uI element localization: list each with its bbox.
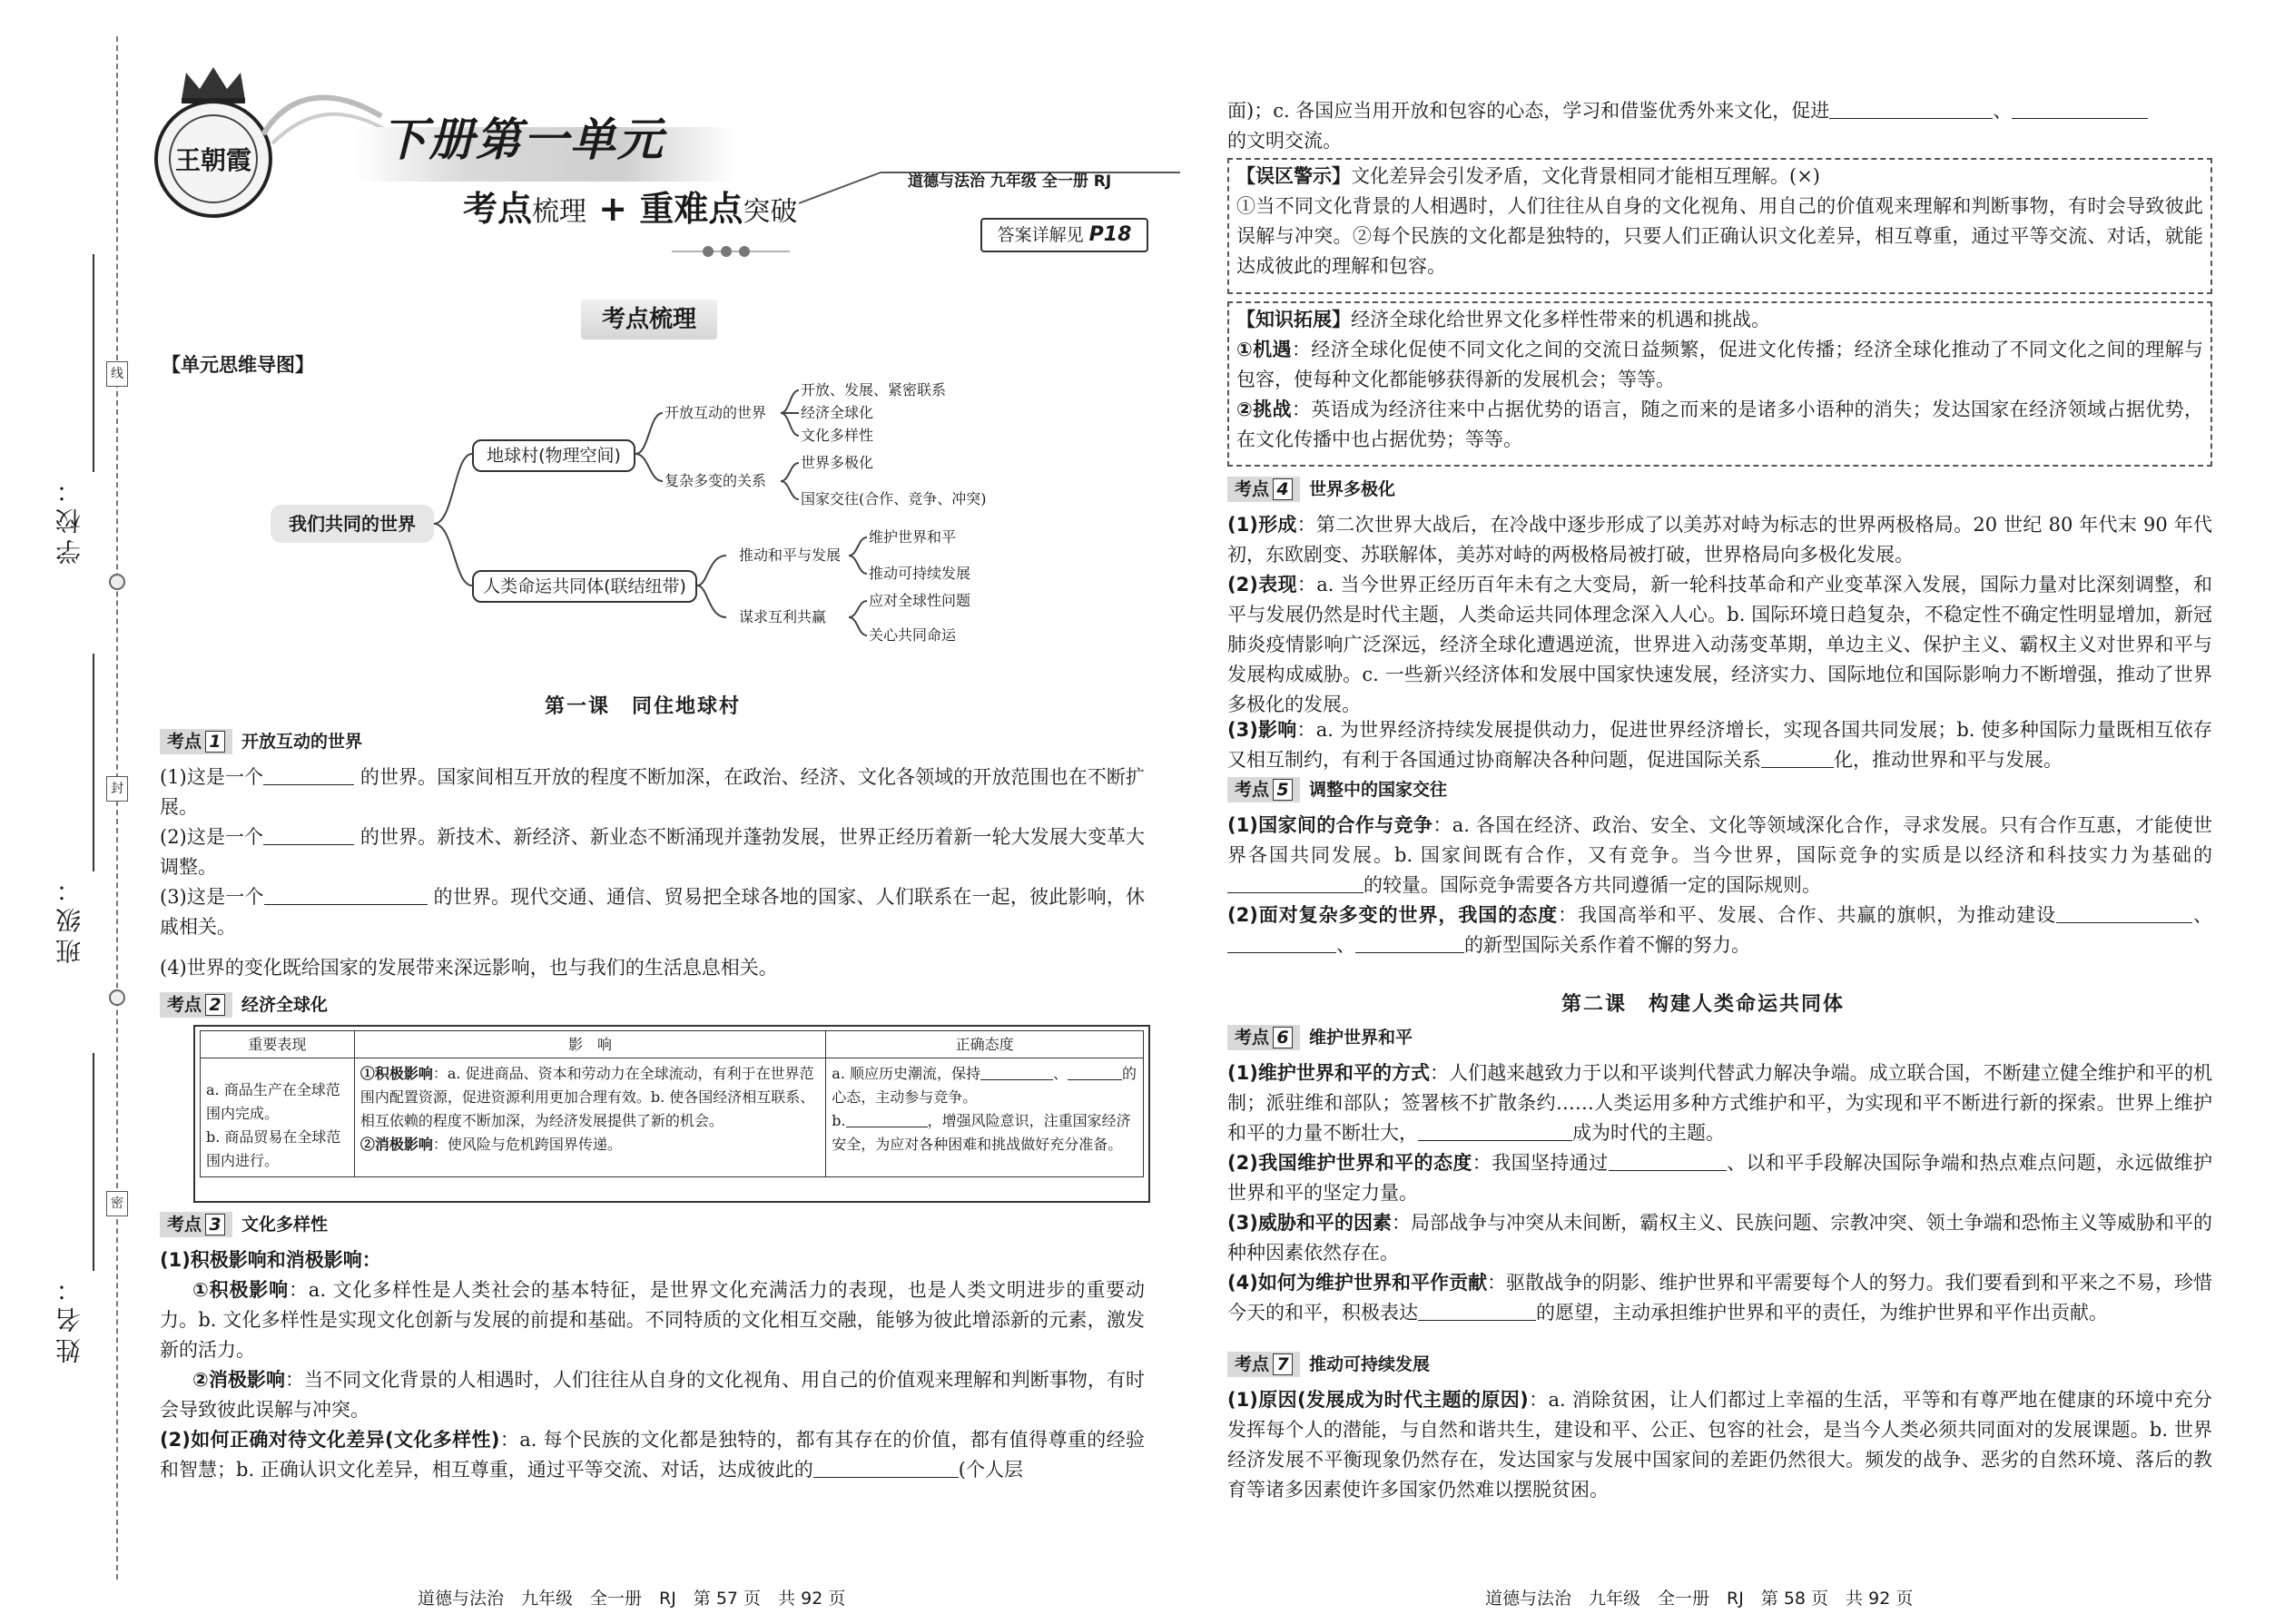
globalization-table xyxy=(200,1030,1144,1177)
kp5-cooperation: (1)国家间的合作与竞争：a. 各国在经济、政治、安全、文化等领域深化合作，寻求发展。只有合作互惠，才能使世界各国共同发展。b. 国家间既有合作，又有竞争。当今世界，国际竞争的实质是以经济和科技实力为基础的的较量。国际竞争需要各方共同遵循一定的国际规则。 xyxy=(1227,814,2212,896)
mind-map-leaf: 推动可持续发展 xyxy=(869,565,971,582)
table-header: 影 响 xyxy=(354,1031,825,1058)
kp3-negative: ②消极影响：当不同文化背景的人相遇时，人们往往从自身的文化视角、用自己的价值观来理解和判断事物，有时会导致彼此误解与冲突。 xyxy=(160,1369,1146,1421)
knowledge-point-6-header: 考点 6 维护世界和平 xyxy=(1227,1024,1413,1051)
answer-reference[interactable]: 答案详解见 P18 xyxy=(980,218,1148,252)
mind-map-branch-earth-village: 地球村(物理空间) xyxy=(472,439,635,472)
knowledge-point-3-title: 文化多样性 xyxy=(241,1214,329,1235)
name-input-line[interactable] xyxy=(93,1053,94,1271)
fill-blank[interactable] xyxy=(264,883,428,905)
table-header: 重要表现 xyxy=(201,1031,355,1058)
knowledge-point-5-header: 考点 5 调整中的国家交往 xyxy=(1227,776,1447,803)
kp3-heading-2: (2)如何正确对待文化差异(文化多样性)：a. 每个民族的文化都是独特的，都有其存在的价值，都有值得尊重的经验和智慧；b. 正确认识文化差异，相互尊重，通过平等交流、对话，达成彼此的 (个人层 xyxy=(160,1429,1145,1481)
fill-blank[interactable] xyxy=(1418,1119,1572,1141)
kp4-impact: (3)影响：a. 为世界经济持续发展提供动力，促进世界经济增长，实现各国共同发展；b. 使多种国际力量既相互依存又相互制约，有利于各国通过协商解决各种问题，促进国际关系 化，推动世界和平与发展。 xyxy=(1227,719,2212,771)
binding-mark-mi: 密 xyxy=(106,1191,128,1216)
extension-challenge: ②挑战：英语成为经济往来中占据优势的语言，随之而来的是诸多小语种的消失；发达国家在经济领域占据优势，在文化传播中也占据优势；等等。 xyxy=(1236,399,2204,450)
binding-mark-feng: 封 xyxy=(106,776,128,802)
table-cell: ①积极影响：a. 促进商品、资本和劳动力在全球流动，有利于在世界范围内配置资源，促进资源利用更加合理有效。b. 使各国经济相互联系、相互依赖的程度不断加深，为经济发展提供了新的机会。 ②消极影响：使风险与危机跨国界传递。 xyxy=(354,1058,825,1177)
school-label: 学校： xyxy=(54,472,84,565)
mind-map-leaf: 国家交往(合作、竞争、冲突) xyxy=(801,490,987,507)
fill-blank[interactable] xyxy=(1227,871,1364,893)
mind-map-leaf: 世界多极化 xyxy=(801,454,874,471)
fill-blank[interactable] xyxy=(813,1456,959,1478)
extension-title: 【知识拓展】经济全球化给世界文化多样性带来的机遇和挑战。 xyxy=(1236,309,1770,330)
knowledge-point-6-title: 维护世界和平 xyxy=(1309,1027,1413,1048)
knowledge-point-1-title: 开放互动的世界 xyxy=(241,731,363,752)
mind-map-node: 谋求互利共赢 xyxy=(739,608,827,625)
unit-title: 下册第一单元 xyxy=(381,113,665,166)
kp6-china-attitude: (2)我国维护世界和平的态度：我国坚持通过 、以和平手段解决国际争端和热点难点问题，永远做维护世界和平的坚定力量。 xyxy=(1227,1148,2212,1208)
class-label: 班级： xyxy=(54,871,84,964)
extension-opportunity: ①机遇：经济全球化促使不同文化之间的交流日益频繁，促进文化传播；经济全球化推动了不同文化之间的理解与包容，使每种文化都能够获得新的发展机会；等等。 xyxy=(1236,339,2204,390)
knowledge-point-4-header: 考点 4 世界多极化 xyxy=(1227,476,1395,503)
fill-blank[interactable] xyxy=(2012,97,2148,119)
fill-blank[interactable] xyxy=(1761,746,1834,768)
knowledge-point-1-header: 考点 1 开放互动的世界 xyxy=(160,728,362,755)
mind-map-label: 【单元思维导图】 xyxy=(162,354,314,376)
kp1-item-1: (1)这是一个 的世界。国家间相互开放的程度不断加深，在政治、经济、文化各领域的开放范围也在不断扩展。 xyxy=(160,763,1145,822)
knowledge-point-7-title: 推动可持续发展 xyxy=(1309,1353,1431,1374)
binding-hole-icon xyxy=(109,989,125,1006)
misconception-body: ①当不同文化背景的人相遇时，人们往往从自身的文化视角、用自己的价值观来理解和判断事物，有时会导致彼此误解与冲突。②每个民族的文化都是独特的，只要人们正确认识文化差异，相互尊重，通过平等交流、对话，就能达成彼此的理解和包容。 xyxy=(1236,195,2203,277)
fill-blank[interactable] xyxy=(263,763,354,785)
kp3-heading-1: (1)积极影响和消极影响： xyxy=(160,1249,381,1271)
kp1-item-2: (2)这是一个 的世界。新技术、新经济、新业态不断涌现并蓬勃发展，世界正经历着新一轮大发展大变革大调整。 xyxy=(160,822,1145,882)
page-footer-right: 道德与法治 九年级 全一册 RJ 第 58 页 共 92 页 xyxy=(1485,1589,1914,1609)
fill-blank[interactable] xyxy=(1829,97,1993,119)
knowledge-point-2-title: 经济全球化 xyxy=(241,994,329,1015)
kp1-item-4: (4)世界的变化既给国家的发展带来深远影响，也与我们的生活息息相关。 xyxy=(160,957,778,979)
mind-map-leaf: 关心共同命运 xyxy=(869,626,957,644)
kp4-formation: (1)形成：第二次世界大战后，在冷战中逐步形成了以美苏对峙为标志的世界两极格局。20 世纪 80 年代末 90 年代初，东欧剧变、苏联解体，美苏对峙的两极格局被打破，世界格局向多极化发展。 xyxy=(1227,514,2212,566)
kp6-threats: (3)威胁和平的因素：局部战争与冲突从未间断，霸权主义、民族问题、宗教冲突、领土争端和恐怖主义等威胁和平的种种因素依然存在。 xyxy=(1227,1212,2212,1264)
series-label: 道德与法治 九年级 全一册 RJ xyxy=(908,172,1112,191)
kp3-positive: ①积极影响：a. 文化多样性是人类社会的基本特征，是世界文化充满活力的表现，也是人类文明进步的重要动力。b. 文化多样性是实现文化创新与发展的前提和基础。不同特质的文化相互交融，能够为彼此增添新的元素，激发新的活力。 xyxy=(160,1279,1145,1361)
mind-map-leaf: 开放、发展、紧密联系 xyxy=(801,381,947,399)
fill-blank[interactable] xyxy=(1418,1299,1536,1321)
fill-blank[interactable] xyxy=(1227,931,1336,953)
fill-blank[interactable] xyxy=(2056,901,2192,923)
knowledge-point-2-header: 考点 2 经济全球化 xyxy=(160,991,328,1019)
name-label: 姓名： xyxy=(54,1271,84,1363)
kp3-continuation: 面)；c. 各国应当用开放和包容的心态，学习和借鉴优秀外来文化，促进 、 的文明交流。 xyxy=(1227,96,2212,156)
mind-map-leaf: 维护世界和平 xyxy=(869,528,957,546)
binding-mark-xian: 线 xyxy=(106,361,128,387)
kp5-attitude: (2)面对复杂多变的世界，我国的态度：我国高举和平、发展、合作、共赢的旗帜，为推动建设 、、 的新型国际关系作着不懈的努力。 xyxy=(1227,901,2212,960)
kp1-item-3: (3)这是一个 的世界。现代交通、通信、贸易把全球各地的国家、人们联系在一起，彼此影响，休戚相关。 xyxy=(160,882,1145,942)
mind-map-node: 复杂多变的关系 xyxy=(665,472,767,489)
lesson-2-title: 第二课 构建人类命运共同体 xyxy=(1561,993,1846,1016)
knowledge-point-5-title: 调整中的国家交往 xyxy=(1309,779,1448,800)
knowledge-point-7-header: 考点 7 推动可持续发展 xyxy=(1227,1351,1430,1378)
mind-map-node: 推动和平与发展 xyxy=(739,546,842,564)
kp6-contribution: (4)如何为维护世界和平作贡献：驱散战争的阴影、维护世界和平需要每个人的努力。我们要看到和平来之不易，珍惜今天的和平，积极表达 的愿望，主动承担维护世界和平的责任，为维护世界和平作出贡献。 xyxy=(1227,1272,2213,1324)
section-title: 考点梳理 xyxy=(581,300,717,340)
page-subtitle: 考点梳理 + 重难点突破 xyxy=(463,189,798,229)
kp6-methods: (1)维护世界和平的方式：人们越来越致力于以和平谈判代替武力解决争端。成立联合国，不断建立健全维护和平的机制；派驻维和部队；签署核不扩散条约……人类运用多种方式维护和平，为实现和平不断进行新的探索。世界上维护和平的力量不断壮大， 成为时代的主题。 xyxy=(1227,1062,2212,1144)
misconception-title: 【误区警示】文化差异会引发矛盾，文化背景相同才能相互理解。(×) xyxy=(1236,165,1820,187)
fill-blank[interactable] xyxy=(846,1111,928,1127)
mind-map-branch-community: 人类命运共同体(联结纽带) xyxy=(472,570,697,603)
table-cell: a. 顺应历史潮流，保持 、 的心态，主动参与竞争。 b. ，增强风险意识，注重国家经济安全，为应对各种困难和挑战做好充分准备。 xyxy=(826,1058,1144,1177)
fill-blank[interactable] xyxy=(1355,931,1464,953)
fill-blank[interactable] xyxy=(263,823,354,845)
mind-map-node: 开放互动的世界 xyxy=(665,404,767,421)
fill-blank[interactable] xyxy=(1068,1064,1122,1080)
mind-map-leaf: 应对全球性问题 xyxy=(869,592,971,609)
knowledge-point-3-header: 考点 3 文化多样性 xyxy=(160,1211,328,1238)
table-header: 正确态度 xyxy=(826,1031,1144,1058)
table-cell: a. 商品生产在全球范围内完成。 b. 商品贸易在全球范围内进行。 xyxy=(201,1058,355,1177)
kp7-reasons: (1)原因(发展成为时代主题的原因)：a. 消除贫困，让人们都过上幸福的生活，平等和有尊严地在健康的环境中充分发挥每个人的潜能，与自然和谐共生，建设和平、公正、包容的社会，是当今人类必须共同面对的发展课题。b. 世界经济发展不平衡现象仍然存在，发达国家与发展中国家间的差距仍然很大。频发的战争、恶劣的自然环境、落后的教育等诸多因素使许多国家仍然难以摆脱贫困。 xyxy=(1227,1389,2212,1501)
mind-map-leaf: 文化多样性 xyxy=(801,427,874,444)
mind-map-leaf: 经济全球化 xyxy=(801,404,874,421)
fill-blank[interactable] xyxy=(980,1064,1053,1080)
brand-logo-text: 王朝霞 xyxy=(169,114,258,203)
lesson-1-title: 第一课 同住地球村 xyxy=(545,695,742,718)
kp4-manifestation: (2)表现：a. 当今世界正经历百年未有之大变局，新一轮科技革命和产业变革深入发展，国际力量对比深刻调整，和平与发展仍然是时代主题，人类命运共同体理念深入人心。b. 国际环境日趋复杂，不稳定性不确定性明显增加，新冠肺炎疫情影响广泛深远，经济全球化遭遇逆流，世界进入动荡变革期，单边主义、保护主义、霸权主义对世界和平与发展构成威胁。c. 一些新兴经济体和发展中国家快速发展，经济实力、国际地位和国际影响力不断增强，推动了世界多极化的发展。 xyxy=(1227,574,2212,715)
page-footer-left: 道德与法治 九年级 全一册 RJ 第 57 页 共 92 页 xyxy=(418,1589,846,1609)
fill-blank[interactable] xyxy=(1609,1149,1727,1171)
knowledge-point-4-title: 世界多极化 xyxy=(1309,478,1396,499)
mind-map-root: 我们共同的世界 xyxy=(271,505,434,543)
